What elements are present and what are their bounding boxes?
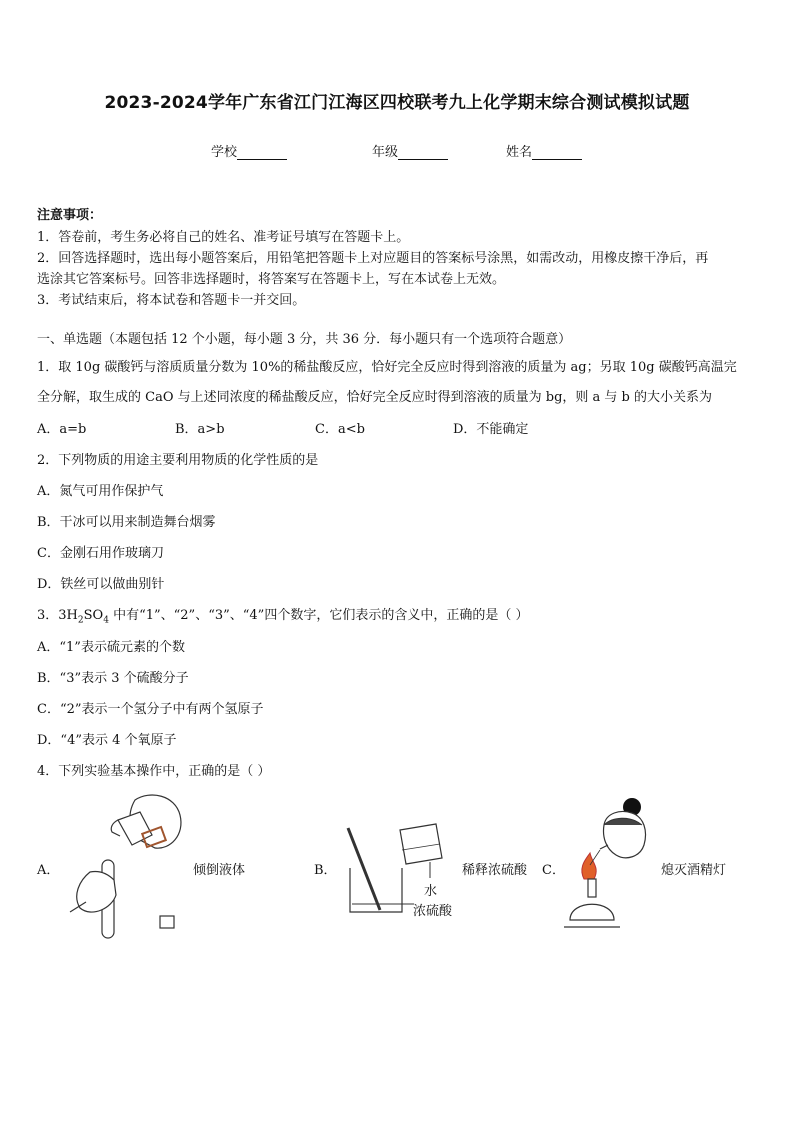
q2-option-d[interactable]: D．铁丝可以做曲别针	[37, 577, 165, 592]
school-label: 学校	[211, 145, 238, 160]
q2-option-a[interactable]: A．氮气可用作保护气	[37, 484, 164, 499]
q1-option-a[interactable]: A．a=b	[37, 422, 87, 437]
notice-item-2: 2．回答选择题时，选出每小题答案后，用铅笔把答题卡上对应题目的答案标号涂黑，如需改动，用橡皮擦干净后，再	[37, 251, 709, 266]
q3-option-d[interactable]: D．“4”表示 4 个氧原子	[37, 733, 177, 748]
q4-option-c-letter[interactable]: C．	[542, 863, 565, 878]
name-label: 姓名	[506, 145, 533, 160]
notice-item-3: 3．考试结束后，将本试卷和答题卡一并交回。	[37, 293, 306, 308]
grade-field[interactable]	[372, 141, 448, 160]
q2-stem: 2．下列物质的用途主要利用物质的化学性质的是	[37, 453, 319, 468]
q4-option-a-letter[interactable]: A．	[37, 863, 60, 878]
notice-item-2-cont: 选涂其它答案标号。回答非选择题时，将答案写在答题卡上，写在本试卷上无效。	[37, 272, 506, 287]
pouring-liquid-illustration	[60, 790, 200, 940]
q3-stem: 3．$3H_2SO_4$ 中有“1”、“2”、“3”、“4”四个数字，它们表示的含义中，正确的是（ ）	[37, 608, 529, 626]
q4-stem: 4．下列实验基本操作中，正确的是（ ）	[37, 764, 271, 779]
grade-label: 年级	[372, 145, 399, 160]
q4-option-c-caption: 熄灭酒精灯	[661, 863, 727, 878]
q1-option-b[interactable]: B．a>b	[175, 422, 225, 437]
page-title: 2023-2024学年广东省江门江海区四校联考九上化学期末综合测试模拟试题	[104, 93, 690, 113]
q2-option-c[interactable]: C．金刚石用作玻璃刀	[37, 546, 164, 561]
notice-item-1: 1．答卷前，考生务必将自己的姓名、准考证号填写在答题卡上。	[37, 230, 410, 245]
q3-option-c[interactable]: C．“2”表示一个氢分子中有两个氢原子	[37, 702, 264, 717]
notice-heading: 注意事项：	[37, 208, 103, 223]
q3-option-b[interactable]: B．“3”表示 3 个硫酸分子	[37, 671, 189, 686]
q4-option-b-caption: 稀释浓硫酸	[462, 863, 528, 878]
q3-option-a[interactable]: A．“1”表示硫元素的个数	[37, 640, 185, 655]
q4-option-b-acid: 浓硫酸	[413, 904, 453, 919]
q1-line-1: 1．取 10g 碳酸钙与溶质质量分数为 10%的稀盐酸反应，恰好完全反应时得到溶液的质量为 ag；另取 10g 碳酸钙高温完	[37, 360, 737, 375]
school-field[interactable]	[211, 141, 287, 160]
q1-line-2: 全分解，取生成的 CaO 与上述同浓度的稀盐酸反应，恰好完全反应时得到溶液的质量为 bg，则 a 与 b 的大小关系为	[37, 390, 712, 405]
q4-option-b-water: 水	[424, 884, 438, 899]
q4-option-a-caption: 倾倒液体	[193, 863, 246, 878]
q1-option-d[interactable]: D．不能确定	[453, 422, 529, 437]
section-heading: 一、单选题（本题包括 12 个小题，每小题 3 分，共 36 分．每小题只有一个选项符合题意）	[37, 332, 572, 347]
name-field[interactable]	[506, 141, 582, 160]
q1-option-c[interactable]: C．a<b	[315, 422, 365, 437]
alcohol-lamp-illustration	[560, 795, 660, 940]
q2-option-b[interactable]: B．干冰可以用来制造舞台烟雾	[37, 515, 216, 530]
q4-option-b-letter[interactable]: B．	[314, 863, 337, 878]
